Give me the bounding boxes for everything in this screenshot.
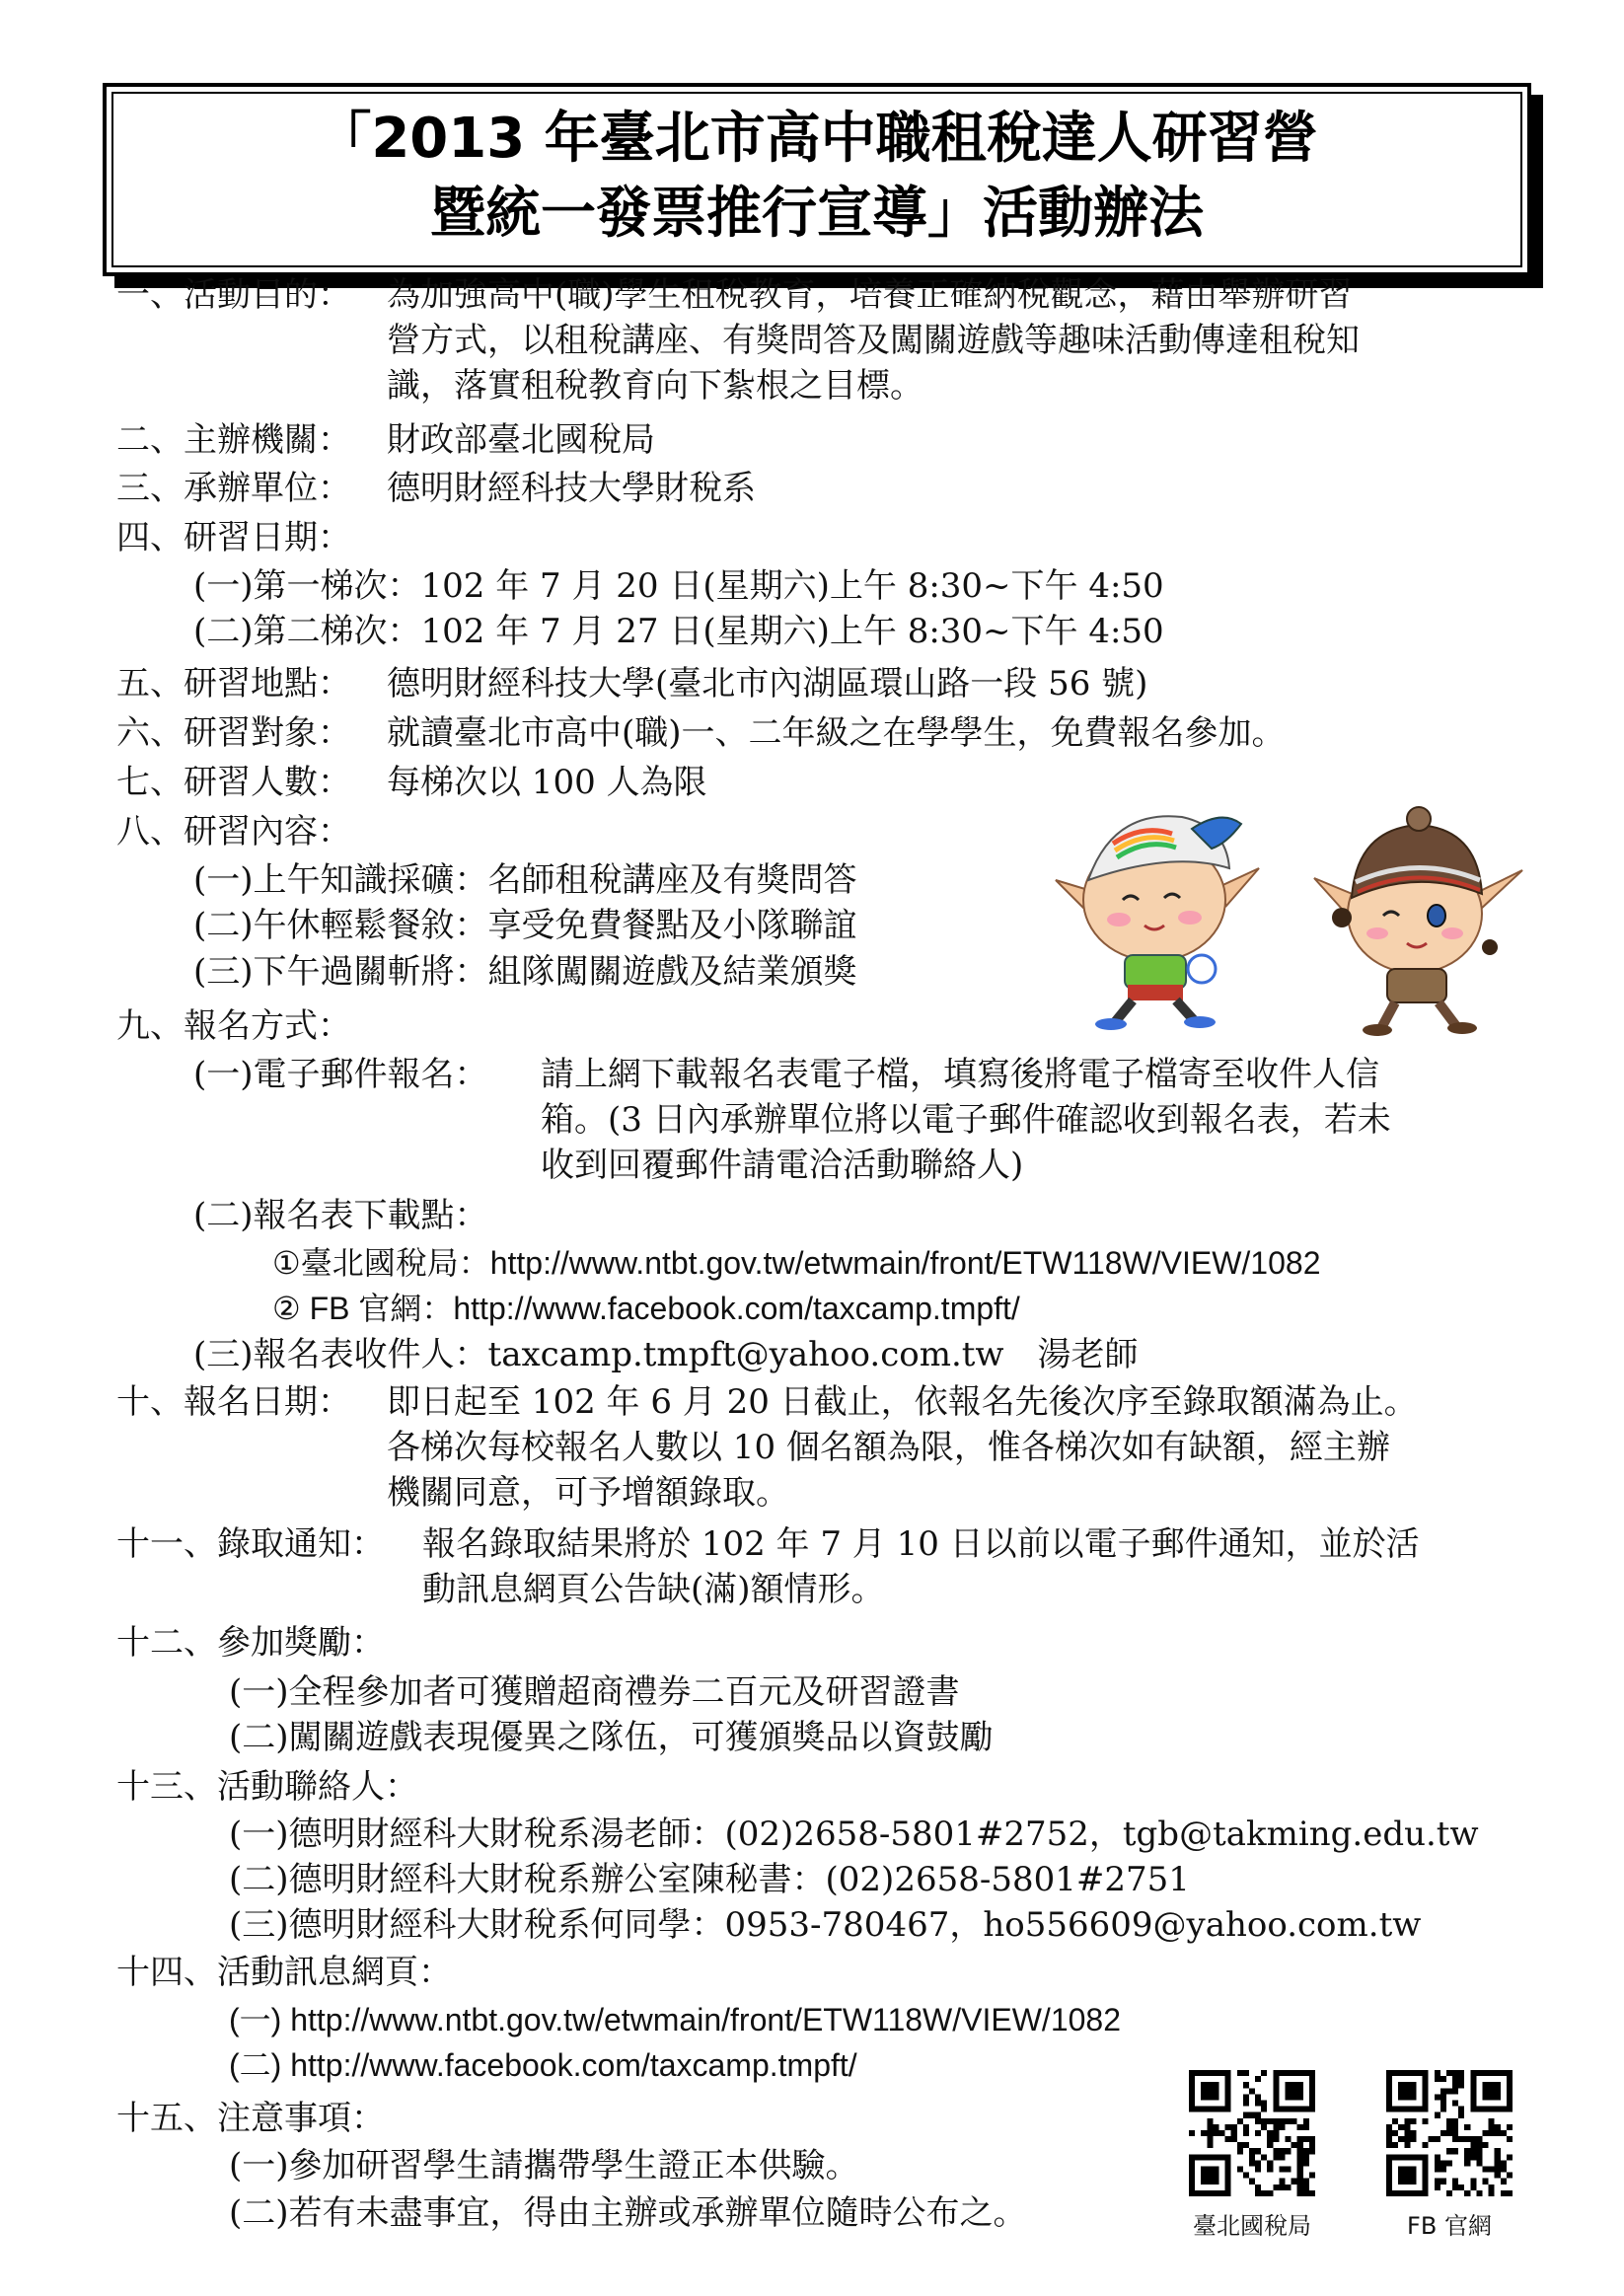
section-4-label: 四、研習日期： [116,518,351,557]
section-4-item-2: (二)第二梯次：102 年 7 月 27 日(星期六)上午 8:30~下午 4:50 [193,612,1164,651]
section-6-label: 六、研習對象： [116,713,351,753]
section-2-label: 二、主辦機關： [116,420,351,460]
section-11-line-2: 動訊息網頁公告缺(滿)額情形。 [422,1570,885,1609]
section-1-label: 一、活動目的： [116,275,351,315]
section-7-text: 每梯次以 100 人為限 [387,763,707,802]
section-10-line-1: 即日起至 102 年 6 月 20 日截止，依報名先後次序至錄取額滿為止。 [387,1382,1418,1422]
section-2-text: 財政部臺北國稅局 [387,420,655,460]
section-10-line-2: 各梯次每校報名人數以 10 個名額為限，惟各梯次如有缺額，經主辦 [387,1428,1390,1467]
section-1-line-1: 為加強高中(職)學生租稅教育，培養正確納稅觀念，藉由舉辦研習 [387,275,1353,315]
section-9-email-line-2: 箱。(3 日內承辦單位將以電子郵件確認收到報名表，若未 [541,1100,1391,1140]
section-15-item-2: (二)若有未盡事宜，得由主辦或承辦單位隨時公布之。 [229,2193,1027,2233]
section-11-label: 十一、錄取通知： [116,1524,385,1564]
section-8-item-2: (二)午休輕鬆餐敘：享受免費餐點及小隊聯誼 [193,906,857,945]
section-12-label: 十二、參加獎勵： [116,1623,385,1663]
section-13-item-1: (一)德明財經科大財稅系湯老師：(02)2658-5801#2752，tgb@takming.edu.tw [229,1815,1479,1854]
mascot-cap-boy-illustration [1054,789,1261,1031]
title-box [103,83,1531,276]
section-15-label: 十五、注意事項： [116,2099,385,2138]
section-8-item-1: (一)上午知識採礦：名師租稅講座及有獎問答 [193,860,857,900]
section-9-label: 九、報名方式： [116,1006,351,1046]
section-4-item-1: (一)第一梯次：102 年 7 月 20 日(星期六)上午 8:30~下午 4:50 [193,566,1164,606]
section-5-label: 五、研習地點： [116,664,351,704]
section-11-line-1: 報名錄取結果將於 102 年 7 月 10 日以前以電子郵件通知，並於活 [422,1524,1420,1564]
section-1-line-2: 營方式，以租稅講座、有獎問答及闖關遊戲等趣味活動傳達租稅知 [387,321,1360,360]
section-14-label: 十四、活動訊息網頁： [116,1953,452,1992]
section-10-line-3: 機關同意，可予增額錄取。 [387,1473,789,1513]
section-9-email-label: (一)電子郵件報名： [193,1055,488,1094]
section-12-item-2: (二)闖關遊戲表現優異之隊伍，可獲頒獎品以資鼓勵 [229,1718,994,1757]
section-1-line-3: 識，落實租稅教育向下紮根之目標。 [387,366,923,406]
section-9-email-line-1: 請上網下載報名表電子檔，填寫後將電子檔寄至收件人信 [541,1055,1379,1094]
section-13-item-3: (三)德明財經科大財稅系何同學：0953-780467，ho556609@yahoo.com.tw [229,1905,1422,1945]
section-9-download-link-2[interactable]: ② FB 官網：http://www.facebook.com/taxcamp.tmpft/ [272,1291,1020,1326]
section-13-item-2: (二)德明財經科大財稅系辦公室陳秘書：(02)2658-5801#2751 [229,1860,1190,1899]
section-9-download-link-1[interactable]: ①臺北國稅局：http://www.ntbt.gov.tw/etwmain/front/ETW118W/VIEW/1082 [272,1245,1321,1281]
section-8-item-3: (三)下午過關斬將：組隊闖關遊戲及結業頒獎 [193,952,857,992]
section-10-label: 十、報名日期： [116,1382,351,1422]
section-6-text: 就讀臺北市高中(職)一、二年級之在學學生，免費報名參加。 [387,713,1286,753]
qr-right-caption: FB 官網 [1407,2212,1492,2240]
page-title-line-1: 「2013 年臺北市高中職租稅達人研習營 [316,107,1318,171]
section-8-label: 八、研習內容： [116,812,351,852]
qr-left-caption: 臺北國稅局 [1193,2212,1311,2240]
section-9-recipient: (三)報名表收件人：taxcamp.tmpft@yahoo.com.tw 湯老師 [193,1335,1139,1374]
section-14-link-2[interactable]: (二) http://www.facebook.com/taxcamp.tmpft/ [229,2047,857,2083]
qr-code-facebook-icon[interactable] [1386,2070,1513,2196]
section-13-label: 十三、活動聯絡人： [116,1767,418,1807]
section-9-email-line-3: 收到回覆郵件請電洽活動聯絡人) [541,1146,1024,1185]
section-3-label: 三、承辦單位： [116,469,351,508]
section-5-text: 德明財經科技大學(臺北市內湖區環山路一段 56 號) [387,664,1148,704]
section-15-item-1: (一)參加研習學生請攜帶學生證正本供驗。 [229,2146,859,2185]
section-3-text: 德明財經科技大學財稅系 [387,469,756,508]
section-14-link-1[interactable]: (一) http://www.ntbt.gov.tw/etwmain/front/ETW118W/VIEW/1082 [229,2002,1122,2037]
section-12-item-1: (一)全程參加者可獲贈超商禮券二百元及研習證書 [229,1672,960,1712]
section-7-label: 七、研習人數： [116,763,351,802]
page-title-line-2: 暨統一發票推行宣導」活動辦法 [430,182,1204,246]
mascot-beanie-boy-illustration [1312,799,1524,1036]
section-9-download-label: (二)報名表下載點： [193,1196,488,1235]
qr-code-ntbt-icon[interactable] [1189,2070,1315,2196]
